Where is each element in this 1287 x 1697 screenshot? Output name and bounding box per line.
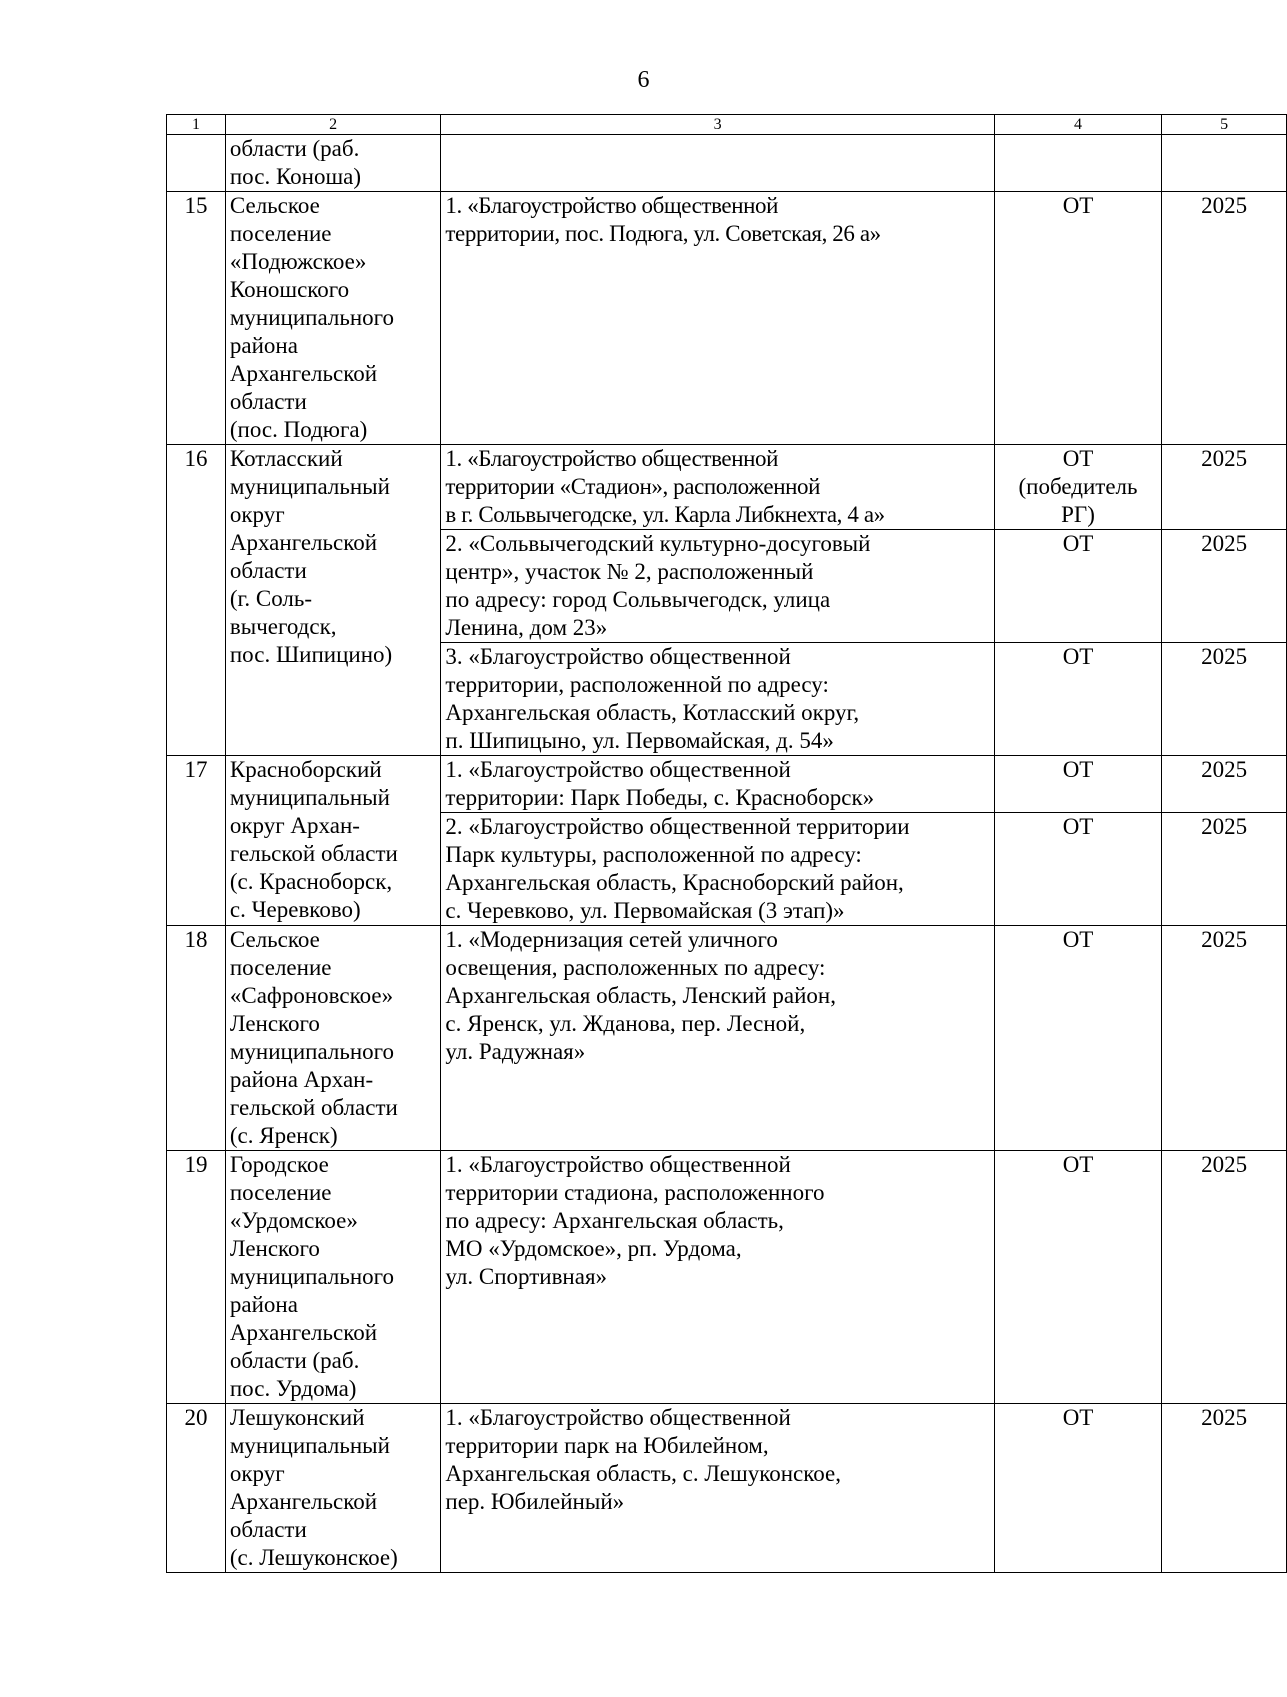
text-line: Архангельская область, с. Лешуконское, <box>445 1461 841 1486</box>
row-number-cell <box>167 135 226 192</box>
continuation-row <box>167 135 1287 192</box>
year-cell: 2025 <box>1162 530 1287 643</box>
text-line: территории: Парк Победы, с. Красноборск» <box>445 785 875 810</box>
row-number-cell: 17 <box>167 756 226 926</box>
page-number: 6 <box>637 67 650 93</box>
description-cell <box>441 135 995 192</box>
text-line: поселение <box>229 1180 332 1205</box>
description-cell <box>441 643 995 756</box>
text-line: муниципального <box>229 1264 395 1289</box>
text-line: ОТ <box>1062 1405 1094 1430</box>
text-line: района <box>229 1292 298 1317</box>
text-line: Архангельская область, Котласский округ, <box>445 700 860 725</box>
table-row <box>167 756 1287 813</box>
year-cell: 2025 <box>1162 1404 1287 1573</box>
text-line: Архангельская область, Ленский район, <box>445 983 836 1008</box>
text-line: муниципального <box>229 305 395 330</box>
row-number-cell: 20 <box>167 1404 226 1573</box>
text-line: освещения, расположенных по адресу: <box>445 955 826 980</box>
type-cell <box>994 756 1161 813</box>
year-cell: 2025 <box>1162 643 1287 756</box>
text-line: области (раб. <box>229 1348 360 1373</box>
year-cell: 2025 <box>1162 756 1287 813</box>
region-cell <box>225 756 441 926</box>
year-cell: 2025 <box>1162 926 1287 1151</box>
description-cell <box>441 1404 995 1573</box>
projects-table <box>166 114 1287 1573</box>
text-line: гельской области <box>229 841 398 866</box>
text-line: (г. Соль- <box>229 586 313 611</box>
text-line: «Сафроновское» <box>229 983 394 1008</box>
description-cell <box>441 530 995 643</box>
text-line: ОТ <box>1062 193 1094 218</box>
text-line: Архангельская область, Красноборский район, <box>445 870 904 895</box>
region-cell <box>225 135 441 192</box>
text-line: Коношского <box>229 277 350 302</box>
year-cell: 2025 <box>1162 813 1287 926</box>
text-line: поселение <box>229 955 332 980</box>
text-line: 1. «Благоустройство общественной <box>445 193 779 218</box>
region-cell <box>225 926 441 1151</box>
header-cell-5: 5 <box>1162 115 1287 135</box>
text-line: территории парк на Юбилейном, <box>445 1433 769 1458</box>
type-cell <box>994 530 1161 643</box>
header-cell-3: 3 <box>441 115 995 135</box>
text-line: территории «Стадион», расположенной <box>445 474 821 499</box>
text-line: Лешуконский <box>229 1405 365 1430</box>
text-line: поселение <box>229 221 332 246</box>
row-number-cell: 15 <box>167 192 226 445</box>
type-cell <box>994 643 1161 756</box>
text-line: района Архан- <box>229 1067 374 1092</box>
header-cell-2: 2 <box>225 115 441 135</box>
region-cell <box>225 1151 441 1404</box>
year-cell: 2025 <box>1162 1151 1287 1404</box>
text-line: пос. Шипицино) <box>229 642 393 667</box>
text-line: (с. Лешуконское) <box>229 1545 398 1570</box>
text-line: Парк культуры, расположенной по адресу: <box>445 842 862 867</box>
type-cell <box>994 1404 1161 1573</box>
text-line: пос. Коноша) <box>229 164 362 189</box>
text-line: района <box>229 333 298 358</box>
text-line: территории, расположенной по адресу: <box>445 672 829 697</box>
text-line: вычегодск, <box>229 614 337 639</box>
text-line: Сельское <box>229 193 320 218</box>
text-line: территории, пос. Подюга, ул. Советская, 26 а» <box>445 221 881 246</box>
type-cell <box>994 135 1161 192</box>
text-line: по адресу: Архангельская область, <box>445 1208 784 1233</box>
text-line: Архангельской <box>229 1320 378 1345</box>
text-line: 3. «Благоустройство общественной <box>445 644 791 669</box>
text-line: (с. Яренск) <box>229 1123 338 1148</box>
region-cell <box>225 192 441 445</box>
type-cell <box>994 926 1161 1151</box>
table-row <box>167 926 1287 1151</box>
text-line: «Урдомское» <box>229 1208 358 1233</box>
type-cell <box>994 813 1161 926</box>
type-cell <box>994 1151 1161 1404</box>
type-cell <box>994 192 1161 445</box>
text-line: в г. Сольвычегодске, ул. Карла Либкнехта, 4 а» <box>445 502 885 527</box>
text-line: Архангельской <box>229 361 378 386</box>
text-line: ОТ <box>1062 814 1094 839</box>
description-cell <box>441 756 995 813</box>
year-cell: 2025 <box>1162 192 1287 445</box>
text-line: Ленского <box>229 1236 320 1261</box>
text-line: муниципальный <box>229 474 390 499</box>
text-line: области <box>229 389 307 414</box>
text-line: Ленского <box>229 1011 320 1036</box>
text-line: муниципального <box>229 1039 395 1064</box>
text-line: «Подюжское» <box>229 249 367 274</box>
text-line: муниципальный <box>229 785 390 810</box>
text-line: округ <box>229 502 285 527</box>
text-line: 2. «Сольвычегодский культурно-досуговый <box>445 531 871 556</box>
text-line: (с. Красноборск, <box>229 869 393 894</box>
year-cell: 2025 <box>1162 445 1287 530</box>
region-cell <box>225 445 441 756</box>
text-line: (пос. Подюга) <box>229 417 368 442</box>
row-number-cell: 19 <box>167 1151 226 1404</box>
text-line: 1. «Благоустройство общественной <box>445 1152 791 1177</box>
text-line: с. Черевково) <box>229 897 361 922</box>
text-line: ОТ <box>1062 757 1094 782</box>
text-line: ОТ <box>1062 644 1094 669</box>
text-line: Городское <box>229 1152 329 1177</box>
header-cell-1: 1 <box>167 115 226 135</box>
text-line: Ленина, дом 23» <box>445 615 608 640</box>
text-line: пос. Урдома) <box>229 1376 357 1401</box>
text-line: 1. «Благоустройство общественной <box>445 757 791 782</box>
text-line: Архангельской <box>229 530 378 555</box>
text-line: ОТ <box>1062 531 1094 556</box>
text-line: Сельское <box>229 927 320 952</box>
text-line: 2. «Благоустройство общественной территории <box>445 814 910 839</box>
text-line: ул. Спортивная» <box>445 1264 608 1289</box>
text-line: области <box>229 1517 307 1542</box>
text-line: с. Яренск, ул. Жданова, пер. Лесной, <box>445 1011 806 1036</box>
table-row <box>167 445 1287 530</box>
text-line: РГ) <box>1061 502 1095 527</box>
text-line: МО «Урдомское», рп. Урдома, <box>445 1236 742 1261</box>
text-line: округ Архан- <box>229 813 360 838</box>
text-line: с. Черевково, ул. Первомайская (3 этап)» <box>445 898 845 923</box>
header-cell-4: 4 <box>994 115 1161 135</box>
row-number-cell: 18 <box>167 926 226 1151</box>
table-row <box>167 1151 1287 1404</box>
text-line: округ <box>229 1461 285 1486</box>
text-line: по адресу: город Сольвычегодск, улица <box>445 587 831 612</box>
text-line: Архангельской <box>229 1489 378 1514</box>
text-line: 1. «Благоустройство общественной <box>445 446 779 471</box>
text-line: 1. «Благоустройство общественной <box>445 1405 791 1430</box>
table-row <box>167 192 1287 445</box>
text-line: области <box>229 558 307 583</box>
text-line: пер. Юбилейный» <box>445 1489 625 1514</box>
text-line: ОТ <box>1062 1152 1094 1177</box>
type-cell <box>994 445 1161 530</box>
text-line: ОТ <box>1062 927 1094 952</box>
year-cell <box>1162 135 1287 192</box>
text-line: центр», участок № 2, расположенный <box>445 559 814 584</box>
table-body <box>167 115 1287 1573</box>
row-number-cell: 16 <box>167 445 226 756</box>
text-line: ул. Радужная» <box>445 1039 586 1064</box>
table-row <box>167 1404 1287 1573</box>
description-cell <box>441 192 995 445</box>
region-cell <box>225 1404 441 1573</box>
text-line: 1. «Модернизация сетей уличного <box>445 927 778 952</box>
description-cell <box>441 813 995 926</box>
text-line: области (раб. <box>229 136 360 161</box>
description-cell <box>441 445 995 530</box>
description-cell <box>441 926 995 1151</box>
text-line: гельской области <box>229 1095 398 1120</box>
description-cell <box>441 1151 995 1404</box>
text-line: муниципальный <box>229 1433 390 1458</box>
text-line: Красноборский <box>229 757 382 782</box>
text-line: п. Шипицыно, ул. Первомайская, д. 54» <box>445 728 834 753</box>
text-line: территории стадиона, расположенного <box>445 1180 825 1205</box>
text-line: Котласский <box>229 446 343 471</box>
text-line: ОТ <box>1062 446 1094 471</box>
header-row <box>167 115 1287 135</box>
text-line: (победитель <box>1018 474 1138 499</box>
